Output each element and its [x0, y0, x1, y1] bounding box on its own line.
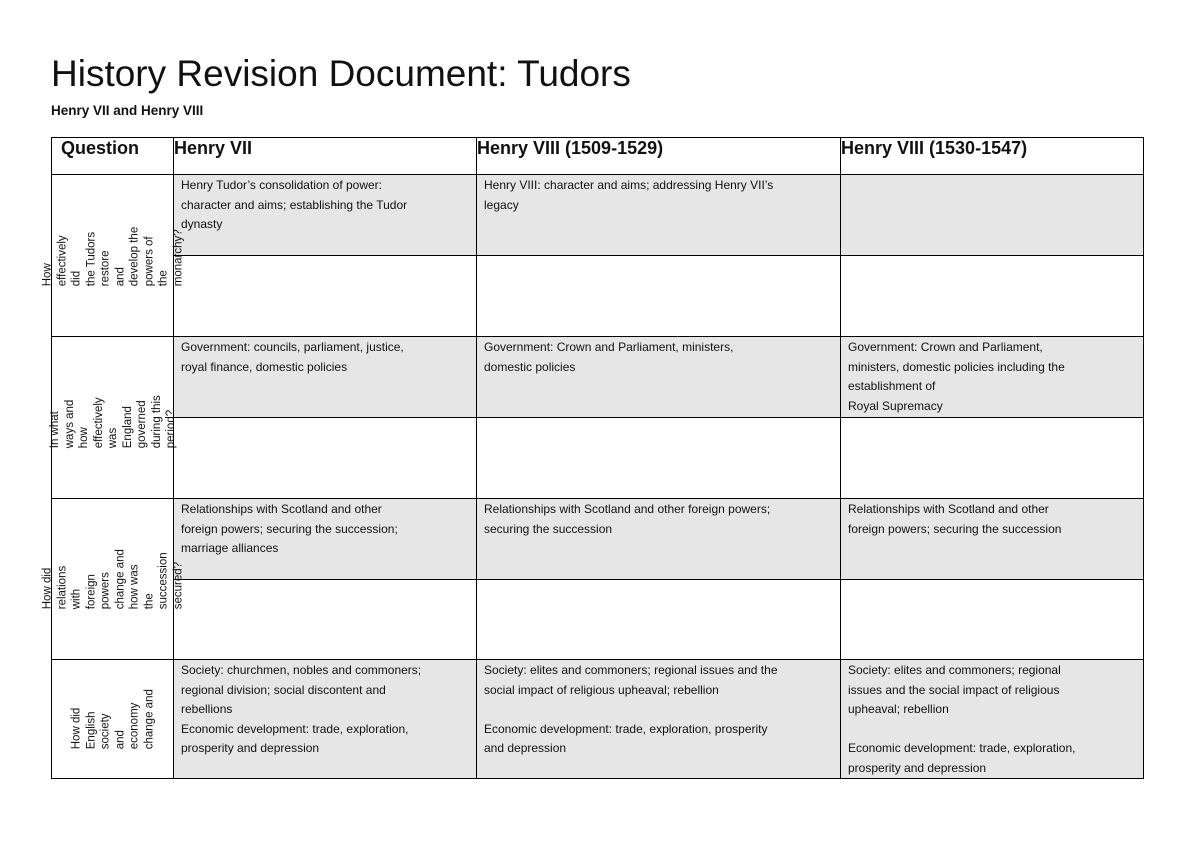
notes-cell[interactable]: [174, 418, 477, 499]
header-henry-viii-early: Henry VIII (1509-1529): [477, 138, 841, 175]
topic-cell: Society: churchmen, nobles and commoners; regional division; social discontent and rebellions Economic development: trade, exploration, prosperity and depression: [174, 660, 477, 779]
header-question: Question: [52, 138, 174, 175]
topic-cell: Society: elites and commoners; regional issues and the social impact of religious upheaval; rebellion Economic development: trade, exploration, prosperity and depression: [841, 660, 1144, 779]
notes-cell[interactable]: [841, 256, 1144, 337]
notes-row: [52, 580, 1144, 660]
notes-cell[interactable]: [174, 256, 477, 337]
question-text: How did relations with foreign powers change and how was the succession secured?: [41, 549, 184, 610]
header-henry-vii: Henry VII: [174, 138, 477, 175]
topic-cell: Relationships with Scotland and other foreign powers; securing the succession: [841, 499, 1144, 580]
topic-cell: Government: Crown and Parliament, ministers, domestic policies including the establishment of Royal Supremacy: [841, 337, 1144, 418]
question-cell: [41, 175, 184, 337]
notes-row: [52, 418, 1144, 499]
topic-cell: Henry Tudor’s consolidation of power: character and aims; establishing the Tudor dynasty: [174, 175, 477, 256]
question-cell: [48, 337, 177, 499]
topic-cell: Government: Crown and Parliament, ministers, domestic policies: [477, 337, 841, 418]
topic-cell: Society: elites and commoners; regional issues and the social impact of religious upheaval; rebellion Economic development: trade, exploration, prosperity and depression: [477, 660, 841, 779]
question-cell: [52, 660, 174, 779]
topic-cell: Henry VIII: character and aims; addressing Henry VII’s legacy: [477, 175, 841, 256]
question-text: In what ways and how effectively was England governed during this period?: [48, 394, 177, 448]
notes-cell[interactable]: [477, 418, 841, 499]
notes-cell[interactable]: [174, 580, 477, 660]
document-subtitle: Henry VII and Henry VIII: [51, 103, 204, 118]
notes-row: [52, 256, 1144, 337]
question-text: How did English society and economy change and: [70, 689, 155, 750]
notes-cell[interactable]: [477, 580, 841, 660]
question-cell: [41, 499, 184, 660]
revision-table: [41, 137, 1144, 779]
table-header-row: [52, 138, 1144, 175]
topic-cell: Government: councils, parliament, justice, royal finance, domestic policies: [174, 337, 477, 418]
header-henry-viii-late: Henry VIII (1530-1547): [841, 138, 1144, 175]
document-title: History Revision Document: Tudors: [51, 53, 631, 94]
notes-cell[interactable]: [841, 580, 1144, 660]
table-row: [52, 660, 1144, 779]
topic-cell: Relationships with Scotland and other foreign powers; securing the succession; marriage alliances: [174, 499, 477, 580]
topic-cell: [841, 175, 1144, 256]
question-text: How effectively did the Tudors restore and develop the powers of the monarchy?: [41, 226, 184, 286]
table-row: [52, 337, 1144, 418]
topic-cell: Relationships with Scotland and other foreign powers; securing the succession: [477, 499, 841, 580]
notes-cell[interactable]: [841, 418, 1144, 499]
table-row: [52, 499, 1144, 580]
notes-cell[interactable]: [477, 256, 841, 337]
table-row: [52, 175, 1144, 256]
